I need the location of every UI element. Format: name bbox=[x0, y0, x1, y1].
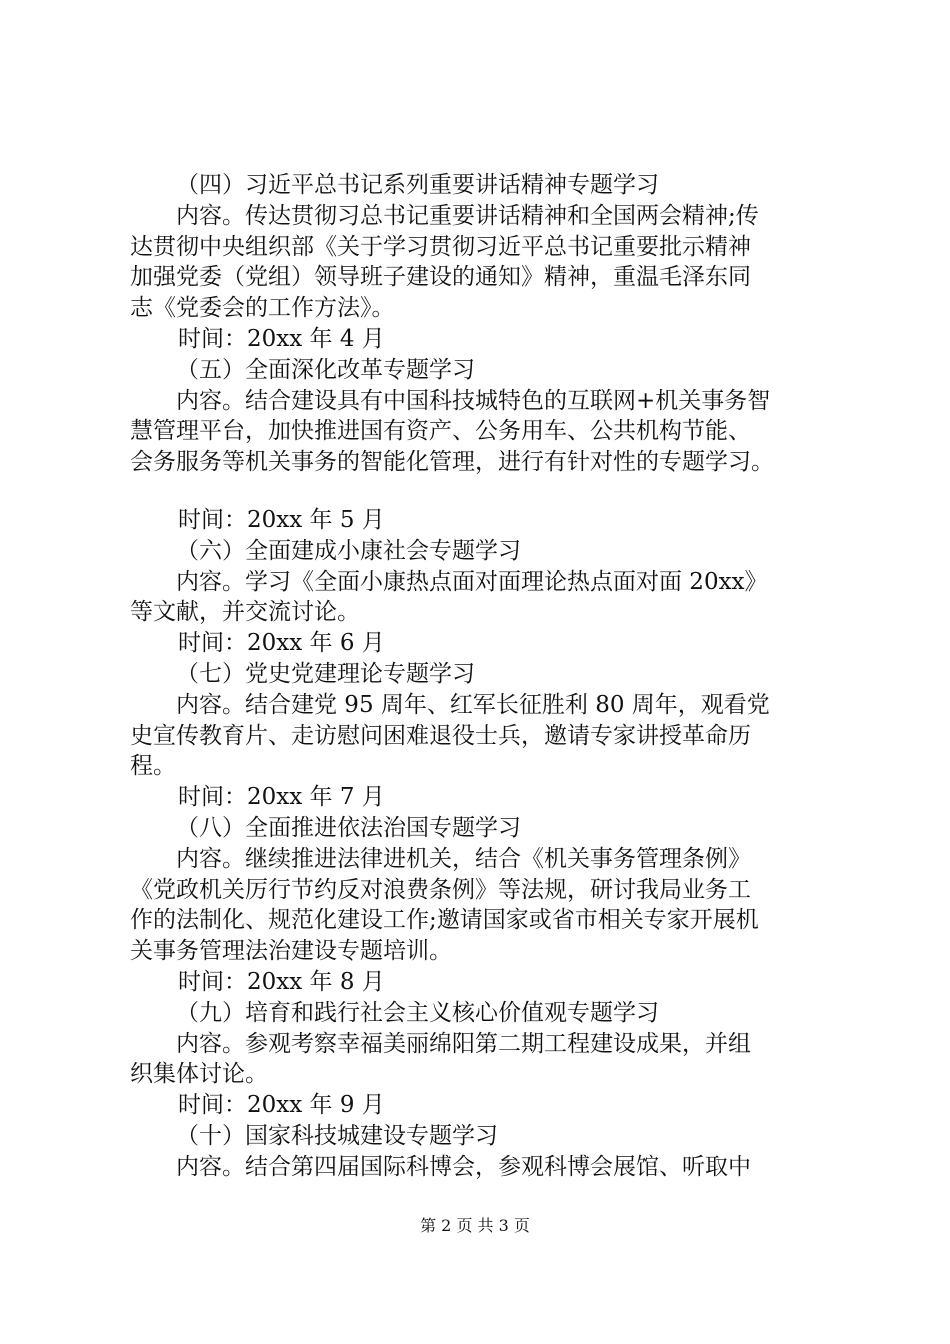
paragraph-line: 内容。结合建党 95 周年、红军长征胜利 80 周年，观看党 bbox=[176, 691, 770, 718]
paragraph-line: 等文献，并交流讨论。 bbox=[130, 599, 360, 626]
paragraph-line: 内容。结合建设具有中国科技城特色的互联网+机关事务智 bbox=[176, 387, 771, 414]
paragraph-line: 关事务管理法治建设专题培训。 bbox=[130, 938, 452, 965]
time-line: 时间：20xx 年 9 月 bbox=[178, 1092, 385, 1119]
paragraph-line: 会务服务等机关事务的智能化管理，进行有针对性的专题学习。 bbox=[130, 449, 774, 476]
section-heading-8: （八）全面推进依法治国专题学习 bbox=[176, 814, 521, 841]
time-line: 时间：20xx 年 6 月 bbox=[178, 630, 385, 657]
paragraph-gap bbox=[130, 478, 842, 505]
time-line: 时间：20xx 年 8 月 bbox=[178, 968, 385, 995]
section-heading-10: （十）国家科技城建设专题学习 bbox=[176, 1122, 498, 1149]
paragraph-line: 作的法制化、规范化建设工作;邀请国家或省市相关专家开展机 bbox=[130, 907, 759, 934]
paragraph-line: 达贯彻中央组织部《关于学习贯彻习近平总书记重要批示精神 bbox=[130, 233, 751, 260]
time-line: 时间：20xx 年 4 月 bbox=[178, 325, 385, 352]
paragraph-line: 史宣传教育片、走访慰问困难退役士兵，邀请专家讲授革命历 bbox=[130, 722, 751, 749]
paragraph-line: 内容。传达贯彻习总书记重要讲话精神和全国两会精神;传 bbox=[176, 202, 759, 229]
paragraph-line: 内容。学习《全面小康热点面对面理论热点面对面 20xx》 bbox=[176, 568, 768, 595]
document-body bbox=[130, 170, 842, 1183]
page-footer: 第 2 页 共 3 页 bbox=[420, 1216, 530, 1235]
paragraph-line: 内容。结合第四届国际科博会，参观科博会展馆、听取中 bbox=[176, 1153, 751, 1180]
paragraph-line: 内容。参观考察幸福美丽绵阳第二期工程建设成果，并组 bbox=[176, 1030, 751, 1057]
section-heading-4: （四）习近平总书记系列重要讲话精神专题学习 bbox=[176, 172, 659, 198]
paragraph-line: 志《党委会的工作方法》。 bbox=[130, 295, 395, 322]
time-line: 时间：20xx 年 5 月 bbox=[178, 506, 385, 533]
section-heading-6: （六）全面建成小康社会专题学习 bbox=[176, 537, 521, 564]
paragraph-line: 内容。继续推进法律进机关，结合《机关事务管理条例》 bbox=[176, 845, 751, 872]
paragraph-line: 织集体讨论。 bbox=[130, 1061, 268, 1088]
paragraph-line: 慧管理平台，加快推进国有资产、公务用车、公共机构节能、 bbox=[130, 418, 751, 445]
paragraph-line: 《党政机关厉行节约反对浪费条例》等法规，研讨我局业务工 bbox=[130, 876, 751, 903]
section-heading-7: （七）党史党建理论专题学习 bbox=[176, 660, 475, 687]
section-heading-5: （五）全面深化改革专题学习 bbox=[176, 356, 475, 383]
time-line: 时间：20xx 年 7 月 bbox=[178, 784, 385, 811]
section-heading-9: （九）培育和践行社会主义核心价值观专题学习 bbox=[176, 999, 659, 1026]
paragraph-line: 程。 bbox=[130, 753, 176, 780]
paragraph-line: 加强党委（党组）领导班子建设的通知》精神，重温毛泽东同 bbox=[130, 264, 751, 291]
